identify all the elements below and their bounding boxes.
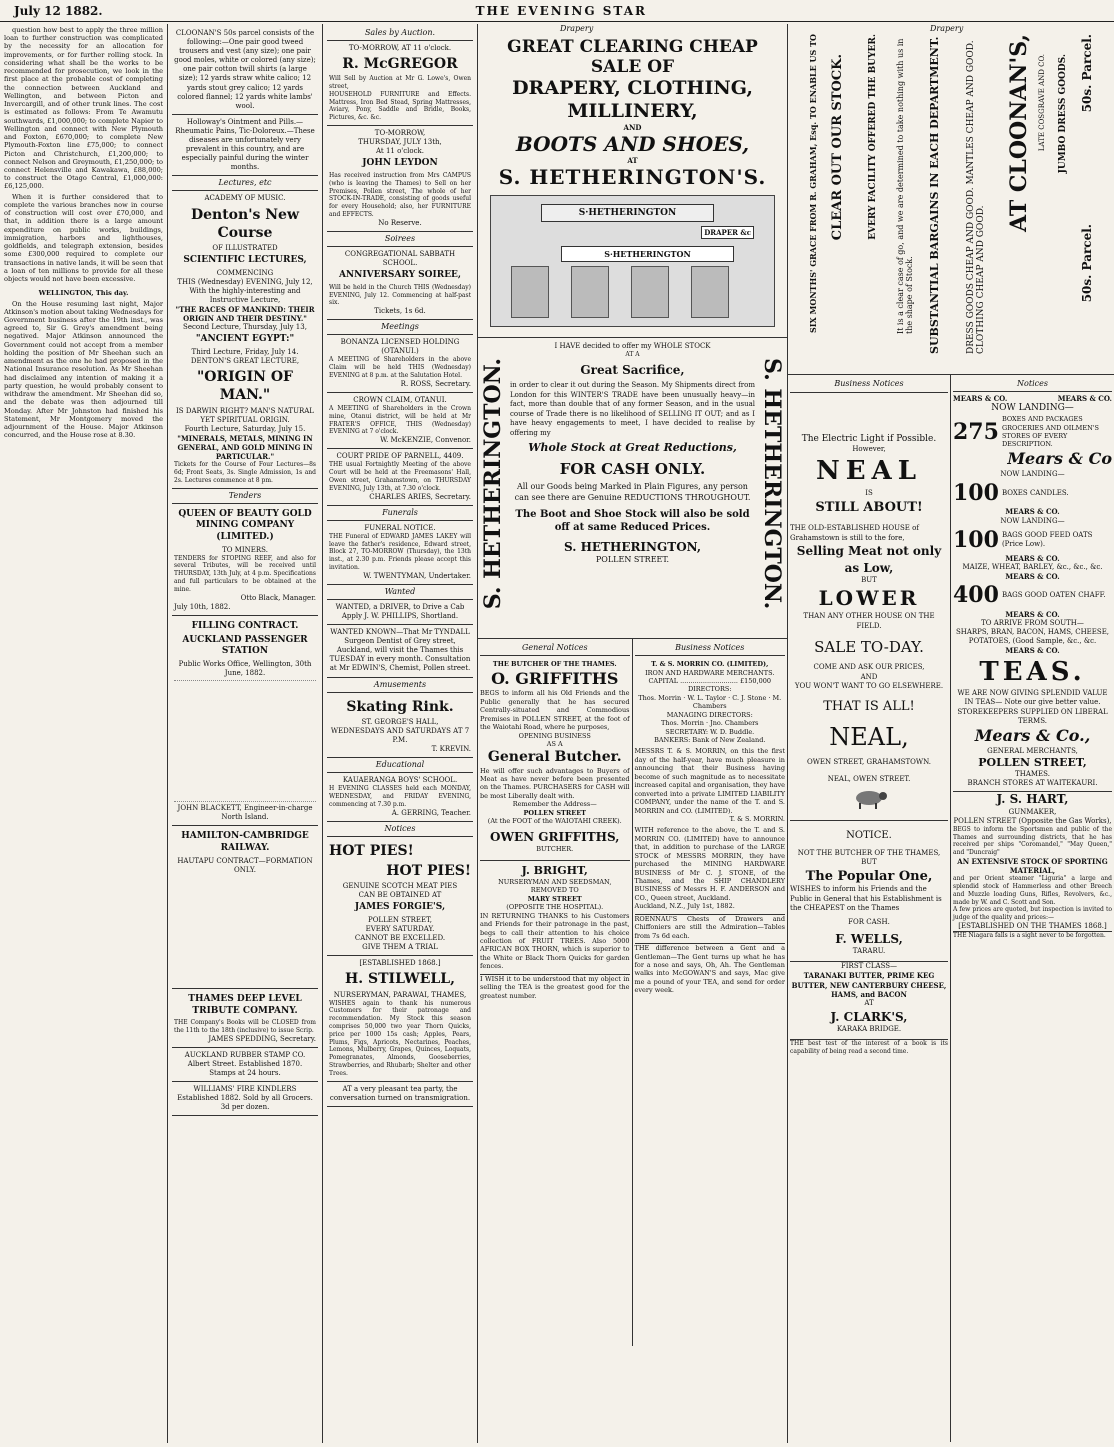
ad-title: Denton's New Course (190, 206, 299, 241)
ad-line: BRANCH STORES AT WAITEKAURI. (967, 778, 1098, 787)
ad-line: WEDNESDAYS AND SATURDAYS AT 7 P.M. (330, 726, 470, 744)
ad-line: CAPITAL ............................ £150,000 (648, 676, 772, 685)
ad-line: I WISH it to be understood that my object in selling the TEA is the greatest good for the greatest number. (480, 974, 630, 1000)
ad-line: ROENNAU'S Chests of Drawers and Chiffoniers are still the Admiration—Tables from 7s 6d each. (634, 914, 785, 940)
ad-title: T. & S. MORRIN CO. (LIMITED), (651, 660, 769, 669)
thames-deep-ad (172, 989, 318, 1048)
ad-line: THE difference between a Gent and a Gentleman—The Gent turns up what he has for a nose and says, Oh, Ah. The Gentleman walks into McGOWAN'S and says, Mac give me a pound of your TEA, and send for order every week. (634, 944, 785, 995)
ad-title: FUNERAL NOTICE. (364, 523, 436, 532)
dense-text-block (174, 680, 316, 802)
ad-line: AT (864, 999, 874, 1008)
ad-line: MEARS & CO. (953, 394, 1008, 404)
sale-banner (478, 24, 787, 338)
ad-line: BEGS to inform all his Old Friends and the Public generally that he has secured Centrally-situated and Commodious Premises in POLLEN STREET, at the foot of the Waiotahi Road, where he purposes, (480, 689, 630, 732)
ad-line: Fourth Lecture, Saturday, July 15. (184, 424, 306, 433)
ad-line: Third Lecture, Friday, July 14. DENTON'S GREAT LECTURE, (190, 348, 300, 366)
ad-line: A few prices are quoted, but inspection is invited to judge of the quality and prices:— (953, 906, 1112, 922)
ad-line: (OPPOSITE THE HOSPITAL). (506, 903, 604, 912)
section-heading: Amusements (327, 678, 473, 693)
ad-line: THE Company's Books will be CLOSED from the 11th to the 18th (inclusive) to issue Scrip. (174, 1019, 316, 1035)
ad-line: CHARLES ARIES, Secretary. (369, 492, 471, 501)
section-label-right: Drapery (930, 24, 964, 33)
ad-line: FIRST CLASS— (790, 961, 948, 971)
ad-line: July 10th, 1882. (174, 602, 231, 611)
ad-line: TARARU. (852, 947, 886, 956)
ad-line: THIS (Wednesday) EVENING, July 12, With the highly-interesting and Instructive Lecture, (177, 277, 313, 304)
ad-line: Mears & Co (1007, 448, 1112, 468)
ad-line: MESSRS T. & S. MORRIN, on this the first day of the half-year, have much pleasure in announcing that their Business having become of such magnitude as to necessitate increased capital and organisation, they have converted into a private LIMITED LIABILITY COMPANY, under the name of the T. and S. MORRIN and CO. (LIMITED). (634, 747, 785, 815)
crown-ad (327, 393, 473, 449)
ad-title: JOHN LEYDON (362, 158, 438, 169)
shop-sign: S·HETHERINGTON (561, 246, 734, 262)
ad-line: GENERAL MERCHANTS, (987, 746, 1078, 755)
ad-line: YOU WON'T WANT TO GO ELSEWHERE. (794, 682, 944, 691)
ad-title: THAMES DEEP LEVEL TRIBUTE COMPANY. (188, 993, 302, 1016)
ad-line: STOREKEEPERS SUPPLIED ON LIBERAL TERMS. (957, 707, 1108, 725)
ad-line: W. McKENZIE, Convenor. (380, 436, 471, 445)
ad-line: All our Goods being Marked in Plain Figures, any person can see there are Genuine REDUCTIONS THROUGHOUT. (514, 482, 751, 502)
ad-line: THAN ANY OTHER HOUSE ON THE FIELD. (803, 612, 935, 630)
ad-line: AS A (546, 739, 563, 748)
holloway-ad: Holloway's Ointment and Pills.—Rheumatic Pains, Tic-Doloreux.—These diseases are unfortunately very prevalent in this country, and are especially painful during the winter months. (172, 115, 318, 177)
ad-line: TO-MORROW, AT 11 o'clock. (348, 44, 452, 52)
ad-line: T. KREVIN. (431, 744, 471, 753)
ad-line: [ESTABLISHED 1868.] (359, 959, 441, 968)
ad-line: He will offer such advantages to Buyers of Meat as have never before been presented on the Thames. PURCHASERS for CASH will be most Liberally dealt with. (480, 766, 630, 800)
section-heading: General Notices (480, 641, 630, 656)
ad-line: Remember the Address— (512, 800, 597, 809)
ad-line: Otto Black, Manager. (240, 593, 316, 602)
parnell-ad (327, 449, 473, 505)
ad-line: DIRECTORS: (687, 685, 732, 694)
ad-line: GIVE THEM A TRIAL (362, 943, 438, 952)
ad-line: I HAVE decided to offer my WHOLE STOCK (554, 341, 711, 350)
funeral-ad (327, 521, 473, 585)
ad-title: HOT PIES! (386, 862, 471, 879)
ad-line: ACADEMY OF MUSIC. (204, 194, 286, 203)
ad-line: BEGS to inform the Sportsmen and public of the Thames and surrounding districts, that he has received per ships "Coromandel," "May Queen," and "Duncraig" (953, 825, 1112, 857)
ad-line: T. & S. MORRIN. (729, 814, 785, 823)
shop-sign: S·HETHERINGTON (541, 204, 714, 222)
ad-line: NEAL, OWEN STREET. (827, 774, 911, 783)
ad-line: WE ARE NOW GIVING SPLENDID VALUE IN TEAS— Note our give better value. (957, 689, 1108, 707)
ad-line: HAUTAPU CONTRACT—FORMATION ONLY. (177, 856, 313, 874)
ad-line: TO-MORROW, (374, 129, 426, 138)
ad-line: SECRETARY: W. D. Buddle. (665, 727, 755, 736)
column-auctions (323, 24, 478, 1443)
ad-line: FOR CASH. (848, 917, 890, 926)
ad-line: JOHN BLACKETT, Engineer-in-charge North Island. (177, 804, 313, 822)
drapery-section (478, 24, 788, 1443)
ad-line: "ANCIENT EGYPT:" (195, 334, 295, 345)
ad-line: R. ROSS, Secretary. (400, 379, 471, 388)
ad-line: MEARS & CO. (1005, 554, 1060, 564)
tea-party-text: AT a very pleasant tea party, the conversation turned on transmigration. (327, 1082, 473, 1107)
ad-line: NURSERYMAN, PARAWAI, THAMES, (333, 990, 467, 999)
ad-side-title: S. HETHERINGTON. (759, 357, 785, 609)
ad-line: THE OLD-ESTABLISHED HOUSE of Grahamstown is still to the fore, (790, 524, 919, 542)
ad-line: THE Niagara falls is a sight never to be forgotten. (953, 931, 1112, 940)
ad-line: BUT (861, 575, 877, 584)
ad-line: Second Lecture, Thursday, July 13, (183, 323, 307, 332)
ad-line: JAMES SPEDDING, Secretary. (208, 1034, 316, 1043)
ad-line: Will Sell by Auction at Mr G. Lowe's, Owen street, (329, 75, 471, 91)
ad-line: ST. GEORGE'S HALL, (361, 717, 439, 726)
ad-title: AUCKLAND PASSENGER STATION (182, 634, 308, 657)
ad-line: THE best test of the interest of a book is its capability of being read a second time. (790, 1039, 948, 1055)
rubber-ad: AUCKLAND RUBBER STAMP CO. Albert Street. Established 1870. Stamps at 24 hours. (172, 1048, 318, 1082)
skating-ad (327, 693, 473, 759)
ad-line: General Butcher. (487, 749, 622, 766)
masthead-date: July 12 1882. (14, 3, 103, 18)
ad-line: OWEN GRIFFITHS, (490, 829, 620, 844)
ad-line: The Electric Light if Possible. (801, 433, 937, 444)
bonanza-ad (327, 335, 473, 393)
hamilton-ad (172, 826, 318, 989)
ad-title: COURT PRIDE OF PARNELL, 4409. (336, 452, 464, 461)
column-lectures (168, 24, 323, 1443)
ad-number: 400 (953, 582, 999, 609)
ad-line: NEAL, (829, 723, 909, 752)
business-notices (633, 639, 788, 1346)
ad-line: MEARS & CO. (1057, 394, 1112, 404)
section-label-left: Drapery (560, 24, 594, 33)
masthead-title: THE EVENING STAR (475, 3, 647, 18)
ad-line: SIX MONTHS' GRACE FROM R. GRAHAM, Esq. TO ENABLE US TO (808, 34, 818, 333)
ad-line: MEARS & CO. (1005, 572, 1060, 582)
section-heading: Notices (327, 822, 473, 837)
ad-body (510, 342, 755, 566)
ad-line: SUBSTANTIAL BARGAINS IN EACH DEPARTMENT. (928, 36, 941, 354)
ad-line: NOT THE BUTCHER OF THE THAMES, BUT (797, 848, 941, 867)
ad-line: BUTCHER. (536, 845, 574, 854)
wanted-ad-2: WANTED KNOWN—That Mr TYNDALL Surgeon Dentist of Grey street, Auckland, will visit the Thames this TUESDAY in every month. Consultation at Mr EDWIN'S, Chemist, Pollen street. (327, 625, 473, 677)
kindlers-ad: WILLIAMS' FIRE KINDLERS Established 1882. Sold by all Grocers. 3d per dozen. (172, 1082, 318, 1116)
ad-line: 50s. Parcel. (1080, 224, 1094, 303)
shop-window (691, 266, 729, 318)
ad-line: CANNOT BE EXCELLED. (354, 934, 446, 943)
banner-line: AT (627, 155, 638, 165)
ad-line: OPENING BUSINESS (518, 731, 591, 740)
wanted-ad: WANTED, a DRIVER, to Drive a Cab Apply J. W. PHILLIPS, Shortland. (327, 600, 473, 625)
ad-line: WISHES again to thank his numerous Customers for their patronage and recommendation. My Stock this season comprises 50,000 two year Thorn Quicks, price per 1000 15s cash; Apples, Pears, Plums, Figs, Apricots, Nectarines, Peaches, Lemons, Mulberry, Grapes, Quinces, Loquats, Pomegranates, Almonds, Gooseberries, Strawberries, and Rhubarb; Shelter and other Trees. (329, 999, 471, 1077)
banner-line: SALE OF (590, 56, 675, 77)
article-text-2: When it is further considered that to complete the various branches now in course of construction will cost over £70,000, and that, in addition there is a large amount expenditure on public works, buildings, immigration, harbors and lighthouses, goldfields, and telegraph extension, besides some £300,000 required to complete our transactions in native lands, it will be seen that a loan of ten millions to provide for all these objects would not have been excessive. (4, 192, 163, 284)
ad-line: A MEETING of Shareholders in the above Claim will be held THIS (Wednesday) EVENING at 8 p.m. at the Salutation Hotel. (329, 356, 471, 380)
ad-line: BOXES CANDLES. (1001, 488, 1069, 497)
ad-line: Auckland, N.Z., July 1st, 1882. (634, 902, 735, 911)
ad-line: A. GERRING, Teacher. (391, 808, 471, 817)
ad-line: FOR CASH ONLY. (559, 459, 706, 478)
ad-line: Has received instruction from Mrs CAMPUS (who is leaving the Thames) to Sell on her Premises, Pollen street, The whole of her STOCK-IN-TRADE, consisting of goods useful for every Household; also, her FURNITURE and EFFECTS. (329, 172, 471, 219)
ad-line: BAGS GOOD FEED OATS (Price Low). (1001, 530, 1093, 548)
ad-line: KARAKA BRIDGE. (836, 1025, 902, 1034)
ad-line: "ORIGIN OF MAN." (197, 369, 293, 404)
ad-line: Whole Stock at Great Reductions, (528, 441, 737, 455)
ad-title: H. STILWELL, (345, 971, 455, 988)
ad-line: THAMES. (1015, 769, 1050, 778)
ad-line: NOW LANDING— (991, 403, 1074, 414)
ad-line: SALE TO-DAY. (814, 638, 924, 657)
shop-window (571, 266, 609, 318)
stilwell-ad (327, 956, 473, 1081)
ad-line: CONGREGATIONAL SABBATH SCHOOL. (344, 249, 456, 267)
section-heading: Business Notices (635, 641, 786, 656)
section-heading: Notices (953, 377, 1112, 392)
ad-title: NEAL (815, 456, 923, 487)
banner-line: GREAT CLEARING CHEAP (507, 37, 758, 57)
shop-window (511, 266, 549, 318)
neal-notices (788, 375, 951, 1442)
ad-line: F. WELLS, (835, 932, 903, 947)
general-notices (478, 639, 633, 1346)
ad-line: MAIZE, WHEAT, BARLEY, &c., &c., &c. (962, 563, 1103, 572)
ad-title: R. McGREGOR (342, 56, 458, 73)
ad-line: BANKERS: Bank of New Zealand. (654, 736, 766, 745)
academy-ad (172, 191, 318, 488)
ad-line: COMMENCING (216, 268, 274, 277)
ad-number: 100 (953, 526, 999, 553)
section-heading: Meetings (327, 320, 473, 335)
pies-ad (327, 837, 473, 957)
cloonan-vertical-ad (788, 24, 1114, 375)
ad-title: AT CLOONAN'S, (1006, 34, 1032, 232)
ad-line: THE Funeral of EDWARD JAMES LAKEY will leave the father's residence, Edward street, Block 27, TO-MORROW (Thursday), the 13th inst., at 2.30 p.m. Friends please accept this invitation. (329, 532, 471, 571)
leydon-ad (327, 126, 473, 232)
ad-line: JAMES FORGIE'S, (354, 902, 446, 913)
ad-line: Public Works Office, Wellington, 30th June, 1882. (178, 659, 312, 677)
ad-line: GUNMAKER, (1008, 807, 1057, 816)
ad-line: Great Sacrifice, (580, 363, 685, 378)
section-heading: Educational (327, 758, 473, 773)
ad-line: NURSERYMAN AND SEEDSMAN, REMOVED TO (498, 877, 612, 895)
ad-line: DRESS GOODS CHEAP AND GOOD. MANTLES CHEAP AND GOOD. CLOTHING CHEAP AND GOOD. (966, 40, 986, 354)
ad-line: IN RETURNING THANKS to his Customers and Friends for their patronage in the past, begs to call their attention to his choice collection of FRUIT TREES. Also 5000 AFRICAN BOX THORN, which is superior to the White or Black Thorn Quicks for garden fences. (480, 911, 630, 971)
ad-line: GENUINE SCOTCH MEAT PIES (342, 882, 458, 891)
ad-line: OWEN STREET, GRAHAMSTOWN. (807, 757, 931, 766)
ad-line: "THE RACES OF MANKIND: THEIR ORIGIN AND THEIR DESTINY." (175, 305, 315, 324)
ad-line: HOUSEHOLD FURNITURE and Effects. Mattress, Iron Bed Stead, Spring Mattresses, Aviary, Pony, Saddle and Bridle, Books, Pictures, &c. &c. (329, 90, 471, 122)
filling-contract-ad (172, 616, 318, 826)
ad-line: IS DARWIN RIGHT? MAN'S NATURAL YET SPIRITUAL ORIGIN. (176, 406, 314, 424)
ad-line: EVERY SATURDAY. (365, 925, 435, 933)
ad-line: Will be held in the Church THIS (Wednesday) EVENING, July 12. Commencing at half-past six. (329, 283, 471, 307)
article-heading: WELLINGTON, This day. (38, 289, 129, 298)
ad-line: CLEAR OUT OUR STOCK. (830, 54, 845, 241)
ad-title: ANNIVERSARY SOIREE, (338, 270, 462, 281)
ad-line: IS (865, 489, 873, 498)
section-heading: Wanted (327, 585, 473, 600)
banner-line: DRAPERY, CLOTHING, MILLINERY, (512, 77, 753, 122)
ad-line: MEARS & CO. (1005, 646, 1060, 656)
ad-title: Skating Rink. (346, 698, 454, 715)
ad-line: AN EXTENSIVE STOCK OF SPORTING MATERIAL, (957, 857, 1108, 876)
ad-line: THAT IS ALL! (823, 698, 915, 714)
banner-line: S. HETHERINGTON'S. (498, 164, 767, 189)
ad-title: O. GRIFFITHS (491, 668, 619, 688)
ad-line: WITH reference to the above, the T. and S. MORRIN CO. (LIMITED) have to announce that, in addition to purchase of the LARGE STOCK of MESSRS MORRIN, they have purchased the MINING HARDWARE BUSINESS of Mr C. J. STONE, of the Thames, and the SHIP CHANDLERY BUSINESS of Messrs H. F. ANDERSON and CO., Queen street, Auckland. (634, 826, 785, 902)
ad-line: AT A (625, 351, 640, 359)
ad-line: LATE COSGRAVE AND CO. (1038, 54, 1046, 152)
ad-line: THE usual Fortnightly Meeting of the above Court will be held at the Freemasons' Hall, Owen street, Grahamstown, on THURSDAY EVENING, July 13th, at 7.30 o'clock. (329, 461, 471, 492)
ad-side-title: S. HETHERINGTON. (480, 357, 506, 609)
ad-number: 100 (953, 479, 999, 506)
ad-title: BONANZA LICENSED HOLDING (OTANUI.) (340, 338, 460, 356)
ad-line: Selling Meat not only as Low, (796, 544, 942, 575)
column-news (0, 24, 168, 1443)
ad-line: MEARS & CO. (1005, 610, 1060, 620)
ad-line: At 11 o'clock. (375, 147, 424, 156)
ad-title: CROWN CLAIM, OTANUI. (353, 395, 447, 404)
ad-line: TO MINERS. (222, 545, 268, 554)
section-heading: Soirees (327, 232, 473, 247)
hetherington-ad (478, 338, 787, 639)
queen-ad (172, 504, 318, 616)
ad-line: (At the FOOT of the WAIOTAHI CREEK). (487, 817, 622, 826)
ad-line: Thos. Morrin · Jno. Chambers (660, 719, 759, 728)
section-heading: Business Notices (790, 377, 948, 393)
ad-line: THURSDAY, JULY 13th, (358, 138, 442, 147)
ad-line: A MEETING of Shareholders in the Crown mine, Otanui district, will be held at Mr FRATER'S OFFICE, THIS (Wednesday) EVENING at 7 o'clock. (329, 405, 471, 436)
ad-line: POLLEN STREET, (367, 915, 433, 924)
ad-line: S. HETHERINGTON, (563, 539, 702, 554)
ad-line: W. TWENTYMAN, Undertaker. (363, 571, 471, 580)
ad-line: 50s. Parcel. (1080, 34, 1094, 113)
ad-line: LOWER (818, 586, 920, 611)
banner-line: AND (623, 122, 642, 132)
ad-line: Thos. Morrin · W. L. Taylor · C. J. Stone · M. Chambers (638, 693, 782, 711)
ad-line: EVERY FACILITY OFFERED THE BUYER. (868, 34, 878, 240)
school-ad (327, 773, 473, 822)
section-heading: Sales by Auction. (327, 26, 473, 41)
ad-line: BOXES AND PACKAGES GROCERIES AND OILMEN'S STORES OF EVERY DESCRIPTION. (1001, 415, 1099, 449)
ad-line: "MINERALS, METALS, MINING IN GENERAL, AND GOLD MINING IN PARTICULAR." (177, 433, 313, 462)
ad-title: NOTICE. (790, 820, 948, 843)
right-notices-split (788, 375, 1114, 1442)
ad-line: SHARPS, BRAN, BACON, HAMS, CHEESE, POTATOES, (Good Sample, &c., &c. (955, 628, 1110, 646)
banner-line: BOOTS AND SHOES, (515, 131, 750, 156)
ad-line: Tickets, 1s 6d. (374, 307, 426, 316)
ad-line: TARANAKI BUTTER, PRIME KEG BUTTER, NEW CANTERBURY CHEESE, HAMS, and BACON (791, 971, 947, 999)
ad-title: HAMILTON-CAMBRIDGE RAILWAY. (181, 831, 309, 853)
ad-line: JUMBO DRESS GOODS. (1058, 54, 1068, 174)
ad-line: POLLEN STREET (Opposite the Gas Works), (953, 816, 1112, 825)
ad-line: Mears & Co., (974, 725, 1091, 745)
shop-sign: DRAPER &c (701, 226, 754, 239)
mcgregor-ad (327, 41, 473, 126)
ad-line: NOW LANDING— (1000, 469, 1065, 478)
ad-line: No Reserve. (378, 218, 422, 227)
ad-title: J. BRIGHT, (480, 860, 630, 878)
ad-title: TEAS. (979, 656, 1086, 687)
section-heading: Lectures, etc (172, 176, 318, 191)
ad-line: in order to clear it out during the Season. My Shipments direct from London for this WINTER'S TRADE have been unusually heavy—in fact, more than double that of any former Season, and in the usual course of Trade there is no likelihood of SELLING IT OUT; and as I have heavy engagements to meet, I have decided to realise by offering my (510, 381, 755, 437)
article-text-3: On the House resuming last night, Major Atkinson's motion about taking Wednesdays for Government business after the 19th inst., was agreed to, Sir G. Grey's amendment being negatived. Major Atkinson announced the Government could not accept from a member holding the position of Mr Sheehan such an amendment as the one he had proposed in the National Insurance resolution. As Mr Sheehan had disclaimed any intention of making it a party question, he would probably consent to withdraw the amendment. Mr Sheehan did so, and the debate was then adjourned till Monday. After Mr Johnston had finished his Statement, Mr Montgomery moved the adjournment of the House. Major Atkinson concurred, and the House rose at 8.30. (4, 299, 164, 440)
ad-line: [ESTABLISHED ON THE THAMES 1868.] (958, 922, 1107, 931)
ad-line: POLLEN STREET. (595, 554, 670, 564)
ad-title: KAUAERANGA BOYS' SCHOOL. (342, 776, 458, 785)
soiree-ad (327, 247, 473, 320)
ad-line: MEARS & CO. (1005, 507, 1060, 517)
ad-line: It is a clear case of go, and we are determined to take nothing with us in the shape of Stock. (896, 38, 914, 334)
ad-title: QUEEN OF BEAUTY GOLD MINING COMPANY (LIMITED.) (178, 508, 312, 542)
ad-line: OF ILLUSTRATED (212, 243, 278, 252)
ad-line: The Popular One, (805, 868, 933, 884)
ad-line: NOW LANDING— (1000, 516, 1065, 525)
ad-line: COME AND ASK OUR PRICES, (813, 663, 925, 672)
shop-window (631, 266, 669, 318)
shopfront-illustration (490, 195, 775, 327)
dense-text-block (174, 875, 316, 985)
section-heading: Tenders (172, 489, 318, 504)
ad-line: However, (852, 444, 886, 453)
ad-line: TO ARRIVE FROM SOUTH— (981, 619, 1084, 628)
ad-line: THE BUTCHER OF THE THAMES. (492, 660, 617, 669)
ad-line: AND (860, 672, 878, 681)
mears-notices (951, 375, 1114, 1442)
ad-line: Tickets for the Course of Four Lectures—8s 6d; Front Seats, 3s. Single Admission, 1s and 2s. Lectures commence at 8 pm. (174, 461, 316, 484)
ad-line: POLLEN STREET (523, 808, 587, 817)
ad-line: MARY STREET (527, 894, 582, 903)
ad-line: POLLEN STREET, (978, 755, 1087, 769)
ad-line: J. CLARK'S, (830, 1009, 908, 1024)
masthead (0, 0, 1114, 22)
ad-line: H EVENING CLASSES held each MONDAY, WEDNESDAY, and FRIDAY EVENING, commencing at 7.30 p.m. (329, 785, 471, 808)
ad-line: The Boot and Shoe Stock will also be sold off at same Reduced Prices. (515, 508, 750, 534)
sheep-icon (849, 788, 889, 810)
ad-title: HOT PIES! (329, 842, 414, 859)
ad-line: STILL ABOUT! (815, 499, 923, 515)
ad-number: 275 (953, 418, 999, 445)
right-column (788, 24, 1114, 1443)
article-text: question how best to apply the three million loan to further construction was complicated by the necessity for an allocation for improvements, or for further rolling stock. In considering what shall be the works to be recommended for prosecution, we look in the first place at the probable cost of completing the connection between Auckland and Wellington, and between Picton and Invercargill, and of other trunk lines. The cost is estimated as follows: From Te Awamutu southwards, £1,000,000; to complete Napier to Wellington and connect with New Plymouth and Foxton, £670,000; to complete New Plymouth-Foxton line £75,000; to connect Picton and Christchurch, £1,200,000; to connect Nelson and Greymouth, £1,250,000; to connect Helensville and Kawakawa, £88,000; to construct the Otago Central, £1,000,000: £6,125,000. (4, 26, 163, 191)
ad-line: CAN BE OBTAINED AT (358, 891, 442, 900)
ad-subtitle: SCIENTIFIC LECTURES, (183, 254, 307, 265)
ad-title: FILLING CONTRACT. (191, 620, 299, 631)
cloonan-ad: CLOONAN'S 50s parcel consists of the following:—One pair good tweed trousers and vest (any size); one pair good moles, white or colored (any size); one pair cotton twill shirts (a large size); 12 yards straw white calico; 12 yards stout grey calico; 12 yards colored flannel; 12 yards white lambs' wool. (172, 26, 318, 115)
ad-title: J. S. HART, (953, 791, 1112, 808)
ad-line: BAGS GOOD OATEN CHAFF. (1001, 591, 1106, 600)
notices-split (478, 639, 787, 1346)
ad-line: and per Orient steamer "Liguria" a large and splendid stock of Hammerless and other Breech and Muzzle loading Guns, Rifles, Revolvers, &c., made by W. and C. Scott and Son. (953, 875, 1112, 906)
ad-line: IRON AND HARDWARE MERCHANTS. (645, 668, 775, 677)
ad-line: TENDERS for STOPING REEF, and also for several Tributes, will be received until THURSDAY, 13th July, at 4 p.m. Specifications and full particulars to be obtained at the mine. (174, 554, 316, 593)
section-heading: Funerals (327, 506, 473, 521)
ad-line: WISHES to inform his Friends and the Public in General that his Establishment is the CHEAPEST on the Thames (790, 885, 942, 913)
ad-line: MANAGING DIRECTORS: (666, 710, 753, 719)
